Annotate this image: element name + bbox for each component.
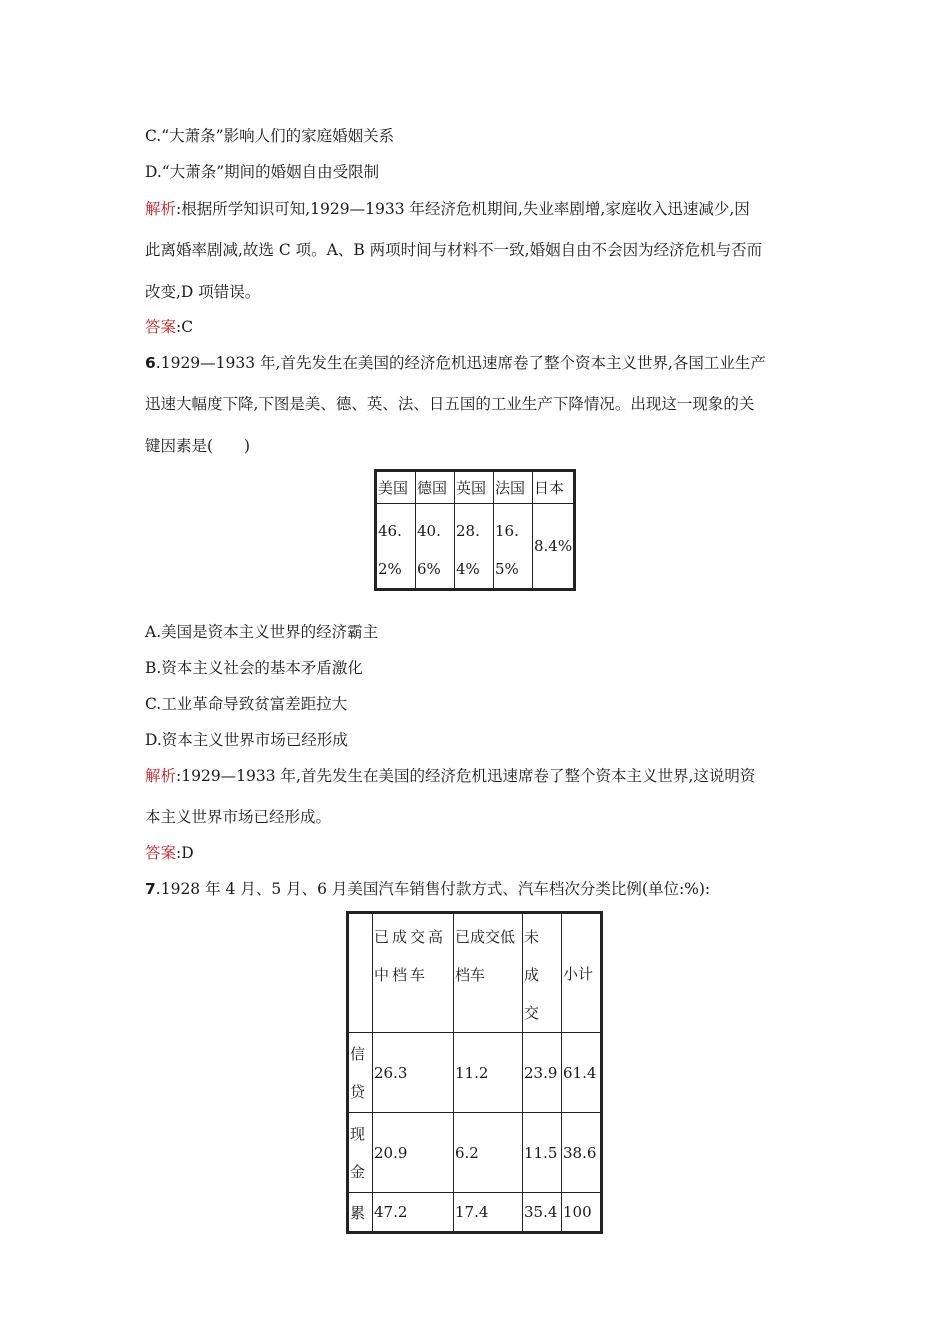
q5-analysis-line1 bbox=[145, 199, 750, 219]
table-value-cell: 100 bbox=[562, 1193, 602, 1233]
q7-stem bbox=[145, 879, 710, 899]
row-label-cell: 信贷 bbox=[348, 1033, 373, 1113]
q6-production-table bbox=[374, 469, 576, 591]
analysis-text: :1929—1933 年,首先发生在美国的经济危机迅速席卷了整个资本主义世界,这说明资 bbox=[176, 767, 756, 785]
table-header-cell: 小计 bbox=[562, 913, 602, 1033]
q6-stem-line3: 键因素是( ) bbox=[145, 437, 251, 455]
table-value-cell: 16.5% bbox=[494, 504, 533, 590]
answer-label: 答案 bbox=[145, 318, 177, 336]
answer-value: :D bbox=[176, 844, 194, 862]
q6-analysis-line1 bbox=[145, 766, 755, 786]
q5-analysis-line3: 改变,D 项错误。 bbox=[145, 283, 261, 301]
stem-text: .1929—1933 年,首先发生在美国的经济危机迅速席卷了整个资本主义世界,各国工业生产 bbox=[155, 354, 766, 372]
q5-answer bbox=[145, 317, 193, 337]
table-value-cell: 23.9 bbox=[523, 1033, 562, 1113]
q6-stem-line2: 迅速大幅度下降,下图是美、德、英、法、日五国的工业生产下降情况。出现这一现象的关 bbox=[145, 395, 755, 413]
question-number: 6 bbox=[145, 354, 156, 372]
question-number: 7 bbox=[145, 880, 156, 898]
table-header-cell: 日本 bbox=[533, 471, 575, 504]
table-value-cell: 61.4 bbox=[562, 1033, 602, 1113]
q5-option-d: D.“大萧条”期间的婚姻自由受限制 bbox=[145, 163, 380, 181]
table-value-cell: 8.4% bbox=[533, 504, 575, 590]
table-header-cell: 美国 bbox=[376, 471, 416, 504]
q6-stem-line1 bbox=[145, 353, 766, 373]
table-value-cell: 11.2 bbox=[454, 1033, 523, 1113]
q5-option-c: C.“大萧条”影响人们的家庭婚姻关系 bbox=[145, 127, 395, 145]
table-value-cell: 35.4 bbox=[523, 1193, 562, 1233]
table-value-cell: 38.6 bbox=[562, 1113, 602, 1193]
table-value-cell: 28.4% bbox=[455, 504, 494, 590]
table-value-cell: 17.4 bbox=[454, 1193, 523, 1233]
table-header-cell bbox=[348, 913, 373, 1033]
table-value-cell: 46.2% bbox=[376, 504, 416, 590]
table-header-cell: 未成交 bbox=[523, 913, 562, 1033]
q6-answer bbox=[145, 843, 194, 863]
table-value-cell: 26.3 bbox=[373, 1033, 454, 1113]
table-header-cell: 德国 bbox=[416, 471, 455, 504]
table-header-cell: 已成交低档车 bbox=[454, 913, 523, 1033]
q6-option-a: A.美国是资本主义世界的经济霸主 bbox=[145, 623, 379, 641]
q6-analysis-line2: 本主义世界市场已经形成。 bbox=[145, 808, 332, 826]
table-header-cell: 英国 bbox=[455, 471, 494, 504]
q5-analysis-line2: 此离婚率剧减,故选 C 项。A、B 两项时间与材料不一致,婚姻自由不会因为经济危机与否而 bbox=[145, 241, 763, 259]
table-value-cell: 6.2 bbox=[454, 1113, 523, 1193]
stem-text: .1928 年 4 月、5 月、6 月美国汽车销售付款方式、汽车档次分类比例(单位:%): bbox=[155, 880, 711, 898]
table-header-cell: 法国 bbox=[494, 471, 533, 504]
analysis-text: :根据所学知识可知,1929—1933 年经济危机期间,失业率剧增,家庭收入迅速减少,因 bbox=[176, 200, 750, 218]
table-header-cell: 已成交高中档车 bbox=[373, 913, 454, 1033]
answer-value: :C bbox=[176, 318, 194, 336]
table-value-cell: 20.9 bbox=[373, 1113, 454, 1193]
answer-label: 答案 bbox=[145, 844, 177, 862]
analysis-label: 解析 bbox=[145, 200, 177, 218]
q6-option-b: B.资本主义社会的基本矛盾激化 bbox=[145, 659, 363, 677]
q6-option-d: D.资本主义世界市场已经形成 bbox=[145, 731, 348, 749]
row-label-cell: 累 bbox=[348, 1193, 373, 1233]
q7-sales-table bbox=[346, 911, 603, 1234]
table-value-cell: 11.5 bbox=[523, 1113, 562, 1193]
table-value-cell: 47.2 bbox=[373, 1193, 454, 1233]
analysis-label: 解析 bbox=[145, 767, 177, 785]
q6-option-c: C.工业革命导致贫富差距拉大 bbox=[145, 695, 348, 713]
table-value-cell: 40.6% bbox=[416, 504, 455, 590]
row-label-cell: 现金 bbox=[348, 1113, 373, 1193]
